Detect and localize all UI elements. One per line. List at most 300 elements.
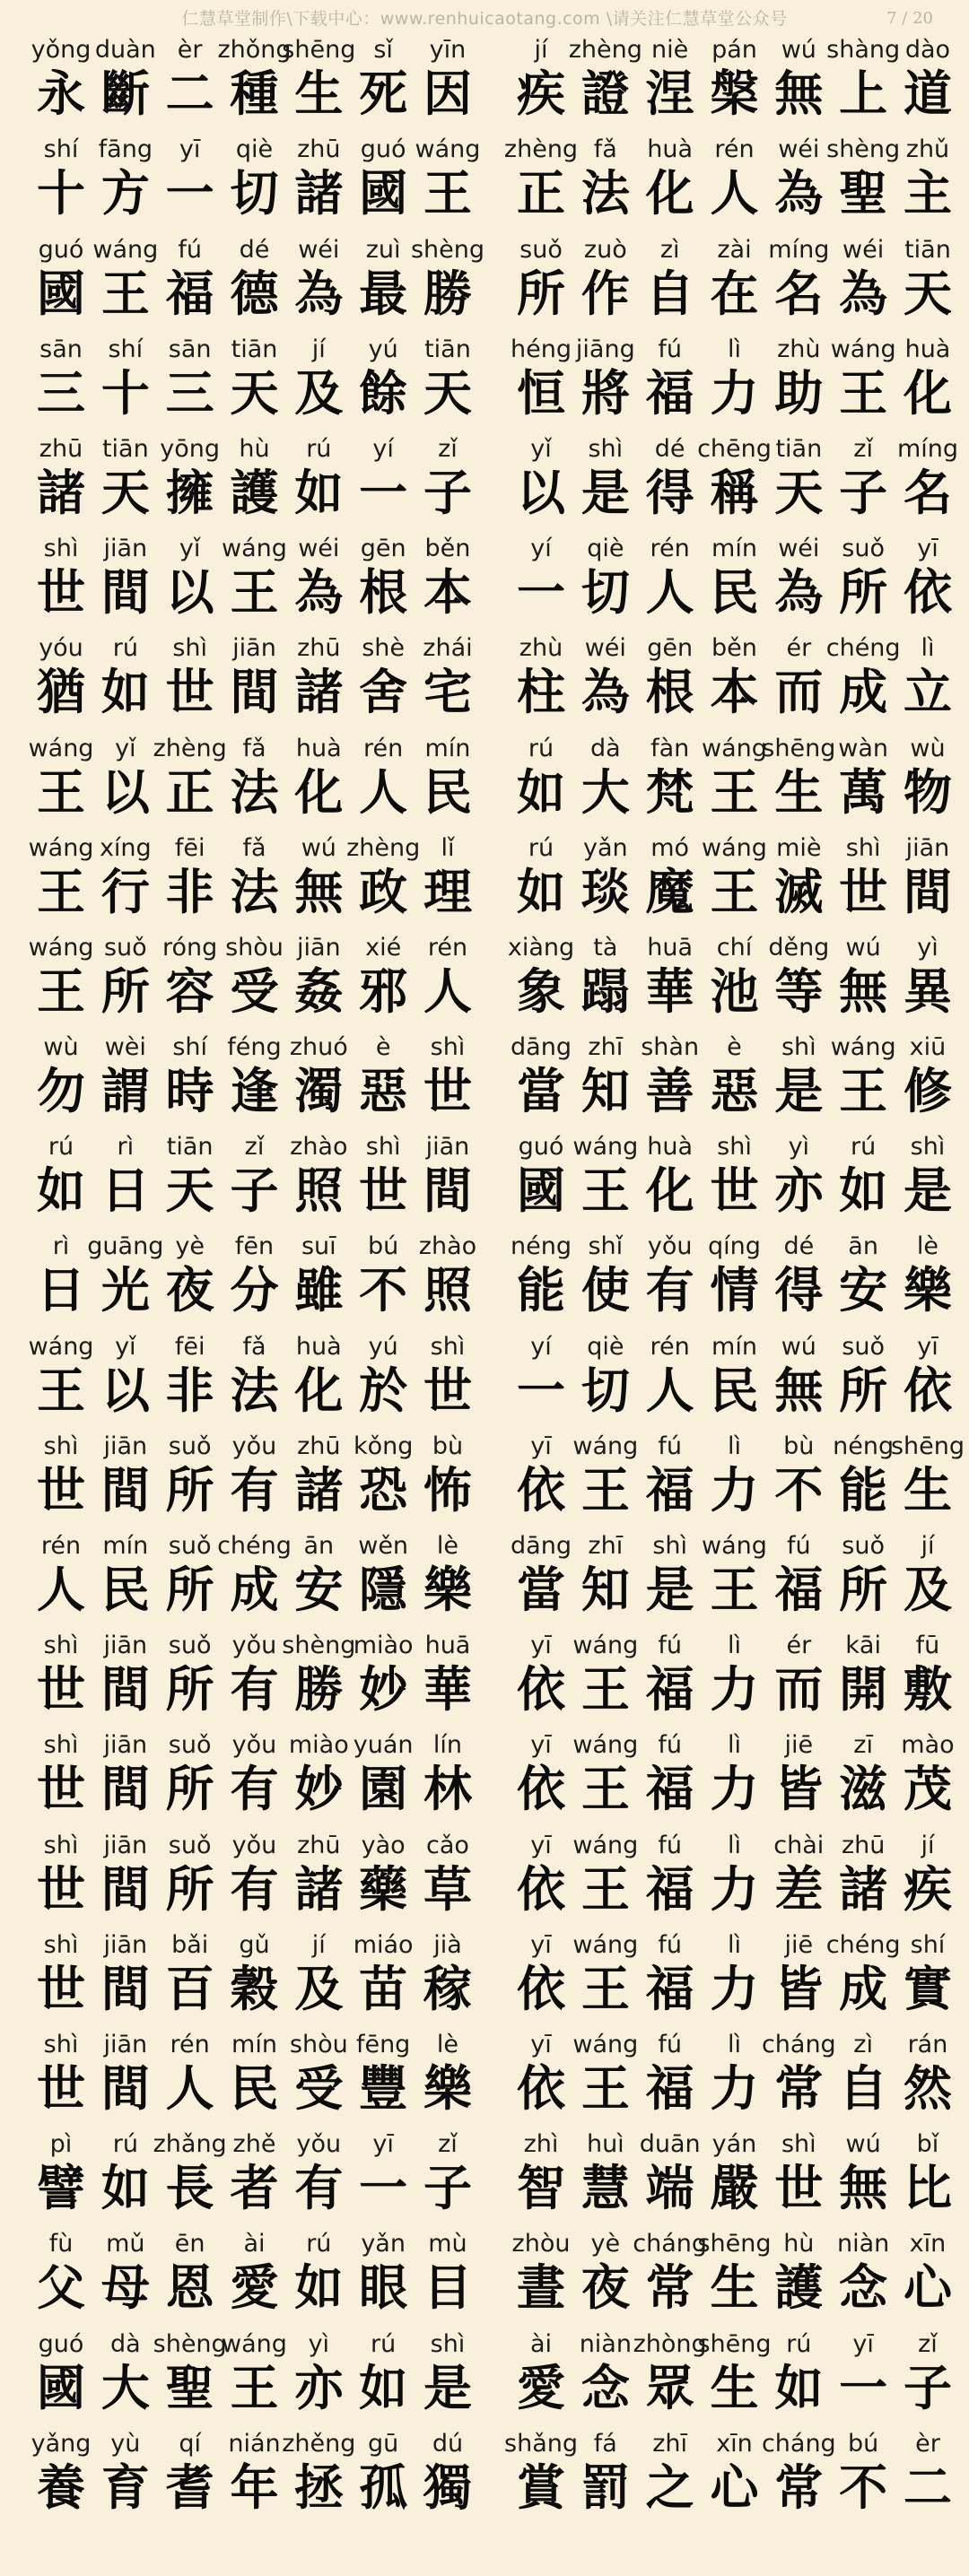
character-cell [97,2030,154,2118]
pinyin: zhòu [511,2230,571,2258]
hanzi: 民 [230,2059,279,2117]
pinyin: suǒ [519,235,563,264]
character-cell [290,1930,347,2018]
hanzi: 一 [359,2160,408,2217]
verse-left [32,2426,505,2526]
verse-row [0,631,969,730]
hanzi: 亦 [294,2359,344,2416]
hanzi: 世 [359,1162,408,1220]
verse-row [0,132,969,231]
character-cell [890,1432,965,1519]
character-cell [354,1332,412,1420]
pinyin: wú [781,1332,816,1361]
character-cell [705,335,763,422]
pinyin: guó [38,235,84,264]
character-cell [28,833,94,921]
character-cell [162,1930,219,2018]
pinyin: fēi [174,1332,205,1361]
character-cell [702,1531,767,1619]
pinyin: yí [372,434,394,463]
pinyin: zhèng [153,734,227,762]
pinyin: shì [781,1033,816,1062]
pinyin: dāng [511,1532,572,1560]
character-cell [512,734,570,822]
hanzi: 猶 [37,664,85,721]
hanzi: 樂 [423,1562,472,1618]
hanzi: 世 [423,1063,472,1120]
character-cell [705,1930,763,2018]
character-cell [162,35,219,123]
character-cell [642,1930,699,2018]
character-cell [642,2429,699,2517]
pinyin: ān [303,1532,335,1560]
character-cell [512,1032,570,1120]
pinyin: fù [48,2230,74,2258]
pinyin: néng [833,1432,895,1460]
hanzi: 不 [359,1262,408,1319]
character-cell [770,1332,827,1420]
character-cell [825,1930,901,2018]
character-cell [225,2429,283,2517]
pinyin: xīn [909,2230,947,2258]
character-cell [826,35,901,123]
character-cell [899,2429,956,2517]
hanzi: 宅 [423,664,472,721]
pinyin: zuò [583,235,627,264]
character-cell [225,833,283,921]
hanzi: 百 [165,1960,214,2017]
hanzi: 福 [645,2059,694,2117]
pinyin: huà [647,135,694,164]
character-cell [834,2030,892,2118]
hanzi: 一 [165,165,214,222]
character-cell [770,833,827,921]
pinyin: míng [768,235,830,264]
character-cell [225,1930,283,2018]
pinyin: yè [175,1232,205,1261]
character-cell [290,734,347,822]
hanzi: 如 [517,763,565,821]
character-cell [642,1231,699,1319]
pinyin: kǒng [353,1432,414,1460]
character-cell [762,734,836,822]
pinyin: wú [845,2130,881,2159]
hanzi: 擁 [165,464,214,521]
hanzi: 根 [645,664,694,721]
hanzi: 蹋 [581,962,630,1020]
hanzi: 為 [294,265,344,322]
pinyin: xíng [99,833,152,862]
pinyin: wěn [358,1532,409,1560]
pinyin: qiè [587,535,624,563]
verse-row [0,2426,969,2526]
pinyin: cháng [761,2429,836,2458]
hanzi: 為 [839,265,888,322]
character-cell [419,335,476,422]
pinyin: zhū [297,1432,341,1460]
hanzi: 所 [517,265,565,322]
character-cell [346,833,421,921]
character-cell [354,35,412,123]
pinyin: zhuó [289,1033,348,1062]
hanzi: 恩 [165,2259,214,2317]
hanzi: 王 [581,1761,630,1818]
hanzi: 無 [839,962,888,1020]
verse-left [32,1727,505,1827]
pinyin: zhī [588,1033,624,1062]
hanzi: 王 [581,1960,630,2017]
hanzi: 而 [774,1661,824,1719]
pinyin: mín [424,734,471,762]
pinyin: zhī [652,2429,688,2458]
hanzi: 間 [100,1461,150,1519]
pinyin: yī [917,1332,938,1361]
hanzi: 稱 [710,464,759,521]
hanzi: 眾 [645,2359,694,2416]
pinyin: yī [852,2329,874,2358]
character-cell [97,734,154,822]
hanzi: 力 [710,2059,759,2117]
character-cell [512,1531,570,1619]
character-cell [419,1730,476,1818]
hanzi: 三 [37,364,85,422]
character-cell [705,933,763,1021]
pinyin: suǒ [103,933,147,962]
hanzi: 為 [774,564,824,622]
pinyin: qí [179,2429,201,2458]
character-cell [512,235,570,323]
character-cell [572,2030,639,2118]
pinyin: ān [848,1232,878,1261]
pinyin: gū [368,2429,399,2458]
pinyin: yī [530,1731,552,1760]
hanzi: 於 [359,1362,408,1419]
pinyin: yǒu [231,1831,277,1859]
character-cell [770,135,827,222]
pinyin: wéi [778,535,820,563]
hanzi: 知 [581,1063,630,1120]
pinyin: dú [432,2429,464,2458]
hanzi: 以 [517,464,565,521]
pinyin: yīn [429,36,467,65]
hanzi: 間 [100,2059,150,2117]
pinyin: shàn [641,1033,700,1062]
hanzi: 大 [100,2359,150,2416]
character-cell [642,833,699,921]
character-cell [162,933,219,1021]
character-cell [642,1631,699,1719]
character-cell [770,434,827,522]
character-cell [153,2129,227,2217]
character-cell [419,1831,476,1919]
hanzi: 使 [581,1262,630,1319]
hanzi: 所 [165,1661,214,1719]
hanzi: 諸 [294,165,344,222]
hanzi: 雖 [294,1262,344,1319]
character-cell [32,1631,90,1719]
pinyin: fú [658,335,682,363]
pinyin: suǒ [842,535,885,563]
hanzi: 福 [774,1562,824,1618]
hanzi: 孤 [359,2459,408,2516]
character-cell [512,833,570,921]
character-cell [834,933,892,1021]
verse-row [0,32,969,132]
character-cell [642,534,699,622]
character-cell [899,135,956,222]
hanzi: 間 [100,564,150,622]
character-cell [899,1930,956,2018]
pinyin: shì [430,1332,466,1361]
pinyin: wáng [222,535,287,563]
pinyin: sān [168,335,212,363]
character-cell [225,1831,283,1919]
pinyin: fēng [355,2030,411,2058]
character-cell [290,633,347,721]
hanzi: 天 [100,464,150,521]
hanzi: 王 [839,364,888,422]
hanzi: 以 [100,763,150,821]
hanzi: 護 [774,2259,824,2317]
verse-left [32,132,505,231]
pinyin: zǐ [244,1133,265,1162]
hanzi: 天 [903,265,952,322]
character-cell [572,1831,639,1919]
character-cell [162,1631,219,1719]
character-cell [225,235,283,323]
hanzi: 本 [423,564,472,622]
verse-right [505,1030,956,1129]
hanzi: 能 [517,1262,565,1319]
hanzi: 世 [37,1860,85,1918]
pinyin: shì [43,2030,79,2058]
character-cell [577,1531,634,1619]
pinyin: niàn [579,2329,632,2358]
pinyin: qíng [708,1232,761,1261]
character-cell [217,35,292,123]
pinyin: wáng [572,2030,639,2058]
character-cell [577,2129,634,2217]
hanzi: 然 [903,2059,952,2117]
hanzi: 琰 [581,863,630,920]
pinyin: lì [727,1731,741,1760]
character-cell [833,1432,895,1519]
verse-left [28,831,505,930]
verse-right [505,1727,956,1827]
pinyin: yù [110,2429,141,2458]
hanzi: 名 [903,464,952,521]
pinyin: wáng [572,1731,639,1760]
hanzi: 化 [645,1162,694,1220]
character-cell [899,35,956,123]
pinyin: ài [529,2329,553,2358]
pinyin: fú [658,1831,682,1859]
pinyin: xiàng [507,933,575,962]
character-cell [354,335,412,422]
hanzi: 如 [294,464,344,521]
pinyin: shòu [289,2030,348,2058]
pinyin: lǐ [441,833,455,862]
character-cell [512,2030,570,2118]
character-cell [419,1531,476,1619]
character-cell [577,2229,634,2317]
pinyin: huā [647,933,694,962]
hanzi: 安 [294,1562,344,1618]
hanzi: 子 [423,2160,472,2217]
character-cell [97,2329,154,2417]
character-cell [419,833,476,921]
hanzi: 在 [710,265,759,322]
character-cell [32,35,90,123]
hanzi: 力 [710,1860,759,1918]
pinyin: yī [530,2030,552,2058]
hanzi: 有 [230,1761,279,1818]
hanzi: 天 [774,464,824,521]
pinyin: shēng [282,36,356,65]
hanzi: 二 [903,2459,952,2516]
character-cell [512,1730,570,1818]
character-cell [577,1332,634,1420]
hanzi: 槃 [710,65,759,123]
pinyin: zhǎng [153,2130,227,2159]
pinyin: gēn [360,535,406,563]
hanzi: 比 [903,2160,952,2217]
character-cell [419,434,476,522]
pinyin: guó [360,135,406,164]
pinyin: zǐ [438,434,458,463]
pinyin: lì [727,1930,741,1959]
pinyin: huà [647,1133,694,1162]
hanzi: 理 [423,863,472,920]
hanzi: 目 [423,2259,472,2317]
pinyin: yī [530,1930,552,1959]
hanzi: 為 [581,664,630,721]
character-cell [896,434,958,522]
pinyin: suǒ [842,1532,885,1560]
hanzi: 夜 [165,1262,214,1319]
hanzi: 所 [165,1761,214,1818]
pinyin: dà [589,734,621,762]
pinyin: ài [243,2230,266,2258]
pinyin: jí [921,1532,935,1560]
verse-row [0,1528,969,1628]
hanzi: 王 [839,1063,888,1120]
character-cell [512,2129,570,2217]
character-cell [705,2429,763,2517]
character-cell [899,1332,956,1420]
character-cell [162,2429,219,2517]
pinyin: mó [650,833,690,862]
character-cell [290,2329,347,2417]
verse-left [28,730,505,830]
hanzi: 而 [774,664,824,721]
pinyin: zuì [365,235,401,264]
character-cell [642,1032,699,1120]
pinyin: zhèng [503,135,579,164]
pinyin: tiān [775,434,823,463]
character-cell [512,1930,570,2018]
pinyin: shì [910,1133,946,1162]
hanzi: 無 [774,65,824,123]
character-cell [225,1432,283,1519]
verse-left [32,1628,505,1727]
hanzi: 種 [230,65,279,123]
character-cell [282,35,356,123]
hanzi: 疾 [903,1860,952,1918]
character-cell [705,135,763,222]
hanzi: 情 [710,1262,759,1319]
hanzi: 賞 [517,2459,565,2516]
pinyin: rú [306,2230,332,2258]
character-cell [32,135,90,222]
character-cell [28,734,94,822]
pinyin: yì [308,2329,330,2358]
pinyin: rú [112,2130,138,2159]
character-cell [97,1432,154,1519]
verse-right [505,32,956,132]
hanzi: 世 [839,863,888,920]
hanzi: 福 [645,1960,694,2017]
hanzi: 依 [517,1761,565,1818]
pinyin: jiān [103,1930,148,1959]
character-cell [97,2229,154,2317]
pinyin: yè [590,2230,621,2258]
verse-left [28,1328,505,1428]
character-cell [834,434,892,522]
character-cell [899,2129,956,2217]
pinyin: hù [239,434,270,463]
pinyin: lè [436,2030,459,2058]
pinyin: shì [717,1133,752,1162]
pinyin: suī [301,1232,336,1261]
pinyin: wú [301,833,336,862]
character-cell [32,1132,90,1220]
hanzi: 一 [839,2359,888,2416]
hanzi: 一 [517,1362,565,1419]
character-cell [705,1132,763,1220]
pinyin: wáng [572,1930,639,1959]
character-cell [512,2329,570,2417]
pinyin: yǐ [115,1332,136,1361]
character-cell [32,534,90,622]
character-cell [222,2329,287,2417]
pinyin: zǐ [438,2130,458,2159]
character-cell [290,1730,347,1818]
pinyin: qiè [235,135,274,164]
hanzi: 人 [359,763,408,821]
pinyin: wéi [298,535,340,563]
pinyin: jiē [784,1930,814,1959]
character-cell [899,1631,956,1719]
hanzi: 耆 [165,2459,214,2516]
pinyin: suǒ [168,1831,212,1859]
character-cell [834,1132,892,1220]
pinyin: dào [904,36,951,65]
character-cell [768,933,830,1021]
character-cell [834,1730,892,1818]
pinyin: yǎn [583,833,628,862]
pinyin: zǐ [853,434,873,463]
pinyin: wáng [572,1133,639,1162]
character-cell [32,2030,90,2118]
pinyin: shèng [282,1632,356,1660]
hanzi: 無 [839,2160,888,2217]
verse-right [505,332,956,431]
hanzi: 成 [230,1562,279,1618]
character-cell [705,1631,763,1719]
pinyin: rú [528,734,554,762]
verse-right [505,431,956,531]
